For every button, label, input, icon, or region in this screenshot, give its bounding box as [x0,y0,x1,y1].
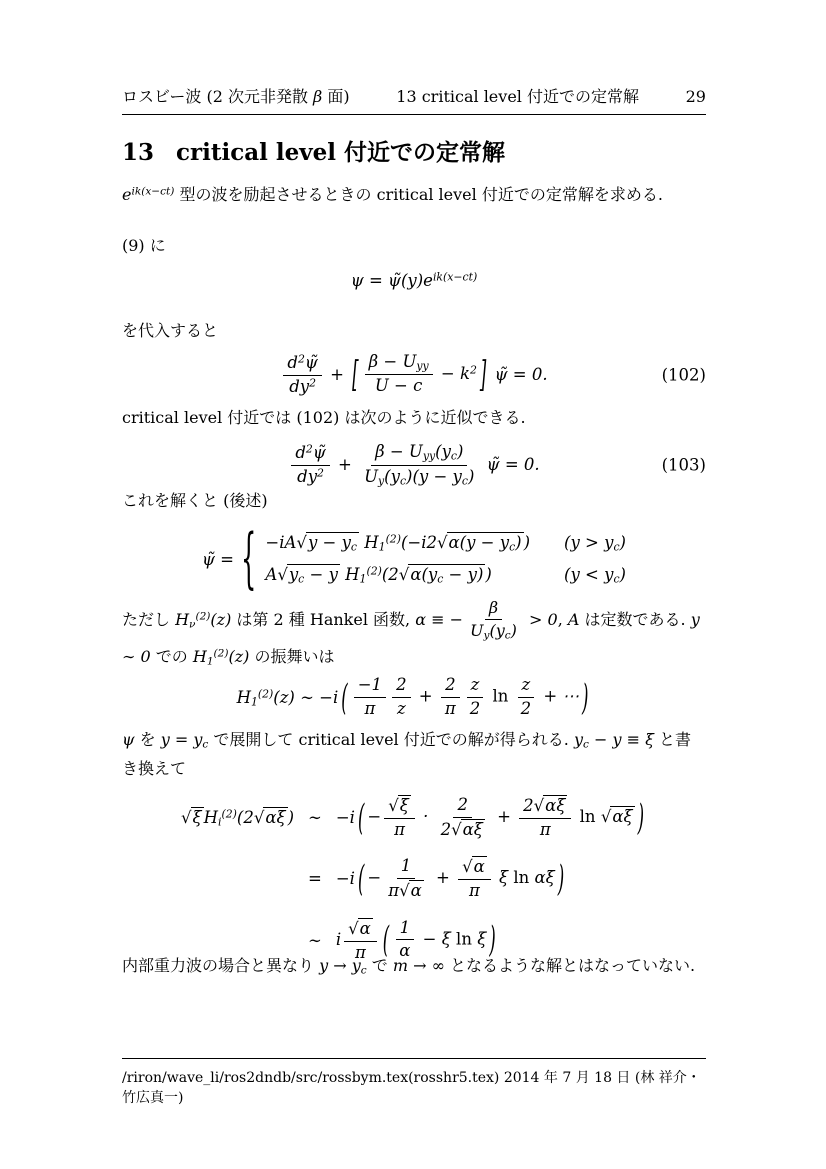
paragraph-intro: $e^{ik(x-ct)}$ 型の波を励起させるときの critical level 付近での定常解を求める. [122,185,663,204]
paragraph-solve: これを解くと (後述) [122,491,268,510]
cases-row-lower-cond: $(y < y_c)$ [564,564,626,586]
equation-psi-definition [122,262,706,298]
header-chapter-label: ロスビー波 (2 次元非発散 β 面) [122,87,350,106]
equation-asymptotic-expansion [122,795,706,963]
paragraph-substitute: を代入すると [122,321,219,340]
section-number: 13 [122,139,155,166]
aligned-row2-rhs: −i ( − 1 π √ α + √ α π ξ ln αξ ) [335,856,565,900]
equation-103-number: (103) [661,455,706,475]
cases-rows [265,532,626,585]
equation-102-number: (102) [661,365,706,385]
section-title-text: critical level 付近での定常解 [176,139,506,166]
header-section-label: 13 critical level 付近での定常解 [396,87,639,106]
equation-hankel-behavior [122,668,706,726]
aligned-row2-relation: = [308,869,322,889]
paragraph-hankel-note: ただし $H_\nu^{(2)}(z)$ は第 2 種 Hankel 函数, α ≡ − $\frac{\beta}{U_y(y_c)}$ > 0, A は定数である. y ∼ 0 での $H_1^{(2)}(z)$ の振舞いは [122,598,700,668]
cases-row-upper-expr: −iA √ $y - y_c$ $H_1^{(2)}(-i2$ √ $\alpha(y - y_c)$ ) [265,532,531,554]
paragraph-approx: critical level 付近では (102) は次のように近似できる. [122,408,526,427]
equation-psi-definition-body: $\psi = \psĩ(y)e^{ik(x-ct)}$ [350,270,478,290]
cases-lhs: ψ̃ = [202,549,235,569]
cases-brace: { [241,521,257,597]
aligned-row3-relation: ∼ [308,930,322,950]
paragraph-expand: ψ を $y = y_c$ で展開して critical level 付近での解が得られる. $y_c - y \equiv \xi$ と書き換えて [122,730,692,778]
header-page-number: 29 [685,87,706,106]
aligned-row1-lhs: √ ξ $H_i^{(2)}(2$ √ αξ ) [181,807,295,829]
paragraph-eq9-lead: (9) に [122,236,166,255]
equation-hankel-behavior-body: $H_1^{(2)}(z)$ ∼ −i ( $\frac{-1}{\pi}$ $\frac{2}{z}$ + $\frac{2}{\pi}$ $\frac{z}{2}$ ln $\frac{z}{2}$ + ⋯ ) [236,674,589,718]
equation-psi-cases [122,520,706,598]
equation-103-body: $\frac{d^2\psĩ}{dy^2}$ + $\beta - U_{yy}(y_c)$ $U_y(y_c)(y - y_c)$ ψ̃ = 0. [288,442,539,488]
aligned-row1-rhs: −i ( − √ ξ π · 2 2 √ αξ + 2 √ αξ π ln √ αξ ) [335,795,644,839]
paragraph-final: 内部重力波の場合と異なり $y \to y_c$ で m → ∞ となるような解とはなっていない. [122,956,696,977]
footer-source-note: /riron/wave_li/ros2dndb/src/rossbym.tex(rosshr5.tex) 2014 年 7 月 18 日 (林 祥介・竹広真一) [122,1070,701,1106]
equation-102 [122,342,706,408]
aligned-row3-rhs: i √ α π ( $\frac{1}{\alpha}$ − ξ ln ξ ) [335,917,496,962]
cases-row-upper-cond: $(y > y_c)$ [564,532,626,554]
equation-102-body: $\frac{d^2\psĩ}{dy^2}$ + [ $\beta - U_{yy}$ U − c − $k^2$ ] ψ̃ = 0. [280,352,547,398]
aligned-row1-relation: ∼ [308,808,322,828]
section-heading [122,134,706,167]
page-footer [122,1058,706,1107]
page-header [122,84,706,115]
cases-row-lower-expr: A √ $y_c - y$ $H_1^{(2)}(2$ √ $\alpha(y_c - y)$ ) [265,564,492,586]
